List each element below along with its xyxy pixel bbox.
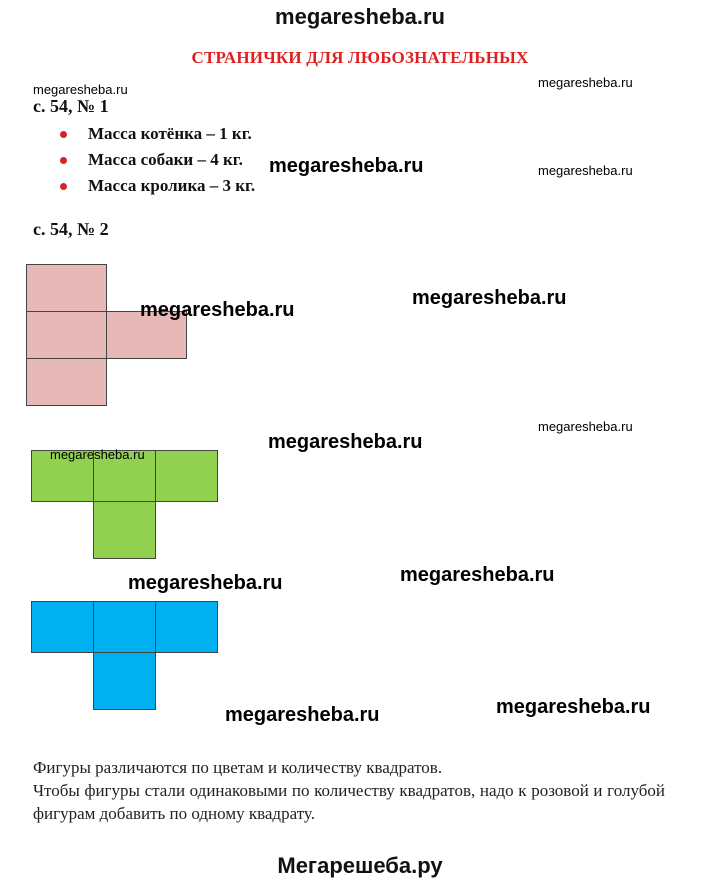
blue-square bbox=[93, 601, 156, 653]
pink-square bbox=[26, 358, 107, 406]
conclusion-text bbox=[33, 756, 665, 825]
green-square bbox=[155, 450, 218, 502]
watermark-bold: megaresheba.ru bbox=[140, 299, 295, 321]
watermark-bold: megaresheba.ru bbox=[496, 696, 651, 718]
task1-answer-list bbox=[60, 121, 255, 199]
answer-item bbox=[60, 173, 255, 199]
answer-text: Масса собаки – 4 кг. bbox=[88, 150, 243, 169]
pink-square bbox=[26, 311, 107, 359]
bullet-icon bbox=[60, 157, 67, 164]
site-header: megaresheba.ru bbox=[275, 4, 445, 29]
watermark-bold: megaresheba.ru bbox=[269, 155, 424, 177]
watermark-bold: megaresheba.ru bbox=[412, 287, 567, 309]
pink-square bbox=[26, 264, 107, 312]
answer-item bbox=[60, 147, 255, 173]
watermark-bold: megaresheba.ru bbox=[225, 704, 380, 726]
blue-square bbox=[93, 652, 156, 710]
watermark-small: megaresheba.ru bbox=[538, 419, 633, 434]
watermark-small: megaresheba.ru bbox=[538, 163, 633, 178]
answer-item bbox=[60, 121, 255, 147]
section-title: СТРАНИЧКИ ДЛЯ ЛЮБОЗНАТЕЛЬНЫХ bbox=[191, 48, 529, 67]
watermark-small: megaresheba.ru bbox=[50, 447, 145, 462]
blue-square bbox=[31, 601, 94, 653]
site-footer: Мегарешеба.ру bbox=[277, 853, 443, 878]
answer-text: Масса котёнка – 1 кг. bbox=[88, 124, 252, 143]
green-square bbox=[93, 501, 156, 559]
conclusion-line: Фигуры различаются по цветам и количеству квадратов. bbox=[33, 758, 443, 777]
watermark-bold: megaresheba.ru bbox=[128, 572, 283, 594]
blue-square bbox=[155, 601, 218, 653]
answer-text: Масса кролика – 3 кг. bbox=[88, 176, 256, 195]
watermark-small: megaresheba.ru bbox=[538, 75, 633, 90]
watermark-bold: megaresheba.ru bbox=[268, 431, 423, 453]
conclusion-line: Чтобы фигуры стали одинаковыми по количеству квадратов, надо к розовой и голубой фигурам добавить по одному квадрату. bbox=[33, 781, 665, 823]
task2-heading: с. 54, № 2 bbox=[33, 219, 109, 239]
watermark-small: megaresheba.ru bbox=[33, 82, 128, 97]
bullet-icon bbox=[60, 183, 67, 190]
watermark-bold: megaresheba.ru bbox=[400, 564, 555, 586]
task1-heading: с. 54, № 1 bbox=[33, 96, 109, 116]
bullet-icon bbox=[60, 131, 67, 138]
